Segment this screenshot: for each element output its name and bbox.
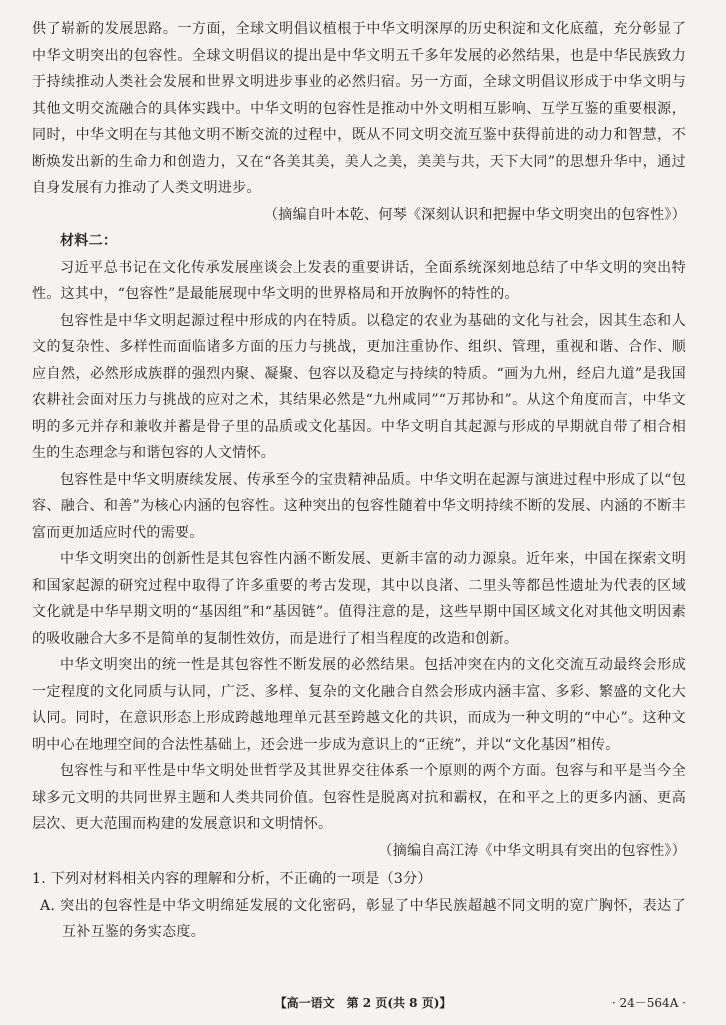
material-two-paragraph: 习近平总书记在文化传承发展座谈会上发表的重要讲话，全面系统深刻地总结了中华文明的突出特性。这其中，“包容性”是最能展现中华文明的世界格局和开放胸怀的特性的。 bbox=[32, 259, 686, 302]
footer-exam-code: · 24－564A · bbox=[611, 996, 686, 1010]
question-stem: 1. 下列对材料相关内容的理解和分析，不正确的一项是（3分） bbox=[32, 871, 432, 887]
material-two-paragraph: 中华文明突出的创新性是其包容性内涵不断发展、更新丰富的动力源泉。近年来，中国在探索文明和国家起源的研究过程中取得了许多重要的考古发现，其中以良渚、二里头等都邑性遗址为代表的区域文化就是中华早期文明的“基因组”和“基因链”。值得注意的是，这些早期中国区域文化对其他文明因素的吸收融合大多不是简单的复制性效仿，而是进行了相当程度的改造和创新。 bbox=[32, 551, 686, 647]
material-one-paragraph: 供了崭新的发展思路。一方面，全球文明倡议植根于中华文明深厚的历史积淀和文化底蕴，充分彰显了中华文明突出的包容性。全球文明倡议的提出是中华文明五千多年发展的必然结果，也是中华民族致力于持续推动人类社会发展和世界文明进步事业的必然归宿。另一方面，全球文明倡议形成于中华文明与其他文明交流融合的具体实践中。中华文明的包容性是推动中外文明相互影响、互学互鉴的重要根源，同时，中华文明在与其他文明不断交流的过程中，既从不同文明交流互鉴中获得前进的动力和智慧，不断焕发出新的生命力和创造力，又在“各美其美，美人之美，美美与共，天下大同”的思想升华中，通过自身发展有力推动了人类文明进步。 bbox=[32, 21, 686, 196]
material-two-paragraph: 包容性是中华文明赓续发展、传承至今的宝贵精神品质。中华文明在起源与演进过程中形成了以“包容、融合、和善”为核心内涵的包容性。这种突出的包容性随着中华文明持续不断的发展、内涵的不断丰富而更加适应时代的需要。 bbox=[32, 471, 686, 541]
footer-page-info: 【高一语文 第 2 页(共 8 页)】 bbox=[274, 996, 452, 1010]
material-one-source: （摘编自叶本乾、何琴《深刻认识和把握中华文明突出的包容性》） bbox=[264, 206, 686, 223]
material-two-paragraph: 包容性是中华文明起源过程中形成的内在特质。以稳定的农业为基础的文化与社会，因其生态和人文的复杂性、多样性而面临诸多方面的压力与挑战，更加注重协作、组织、管理，重视和谐、合作、顺应自然，必然形成族群的强烈内聚、凝聚、包容以及稳定与持续的特质。“画为九州，经启九道”是我国农耕社会面对压力与挑战的应对之术，其结果必然是“九州咸同”“万邦协和”。从这个角度而言，中华文明的多元并存和兼收并蓄是骨子里的品质或文化基因。中华文明自其起源与形成的早期就自带了相合相生的生态理念与和谐包容的人文情怀。 bbox=[32, 312, 686, 461]
material-two-paragraph: 中华文明突出的统一性是其包容性不断发展的必然结果。包括冲突在内的文化交流互动最终会形成一定程度的文化同质与认同，广泛、多样、复杂的文化融合自然会形成内涵丰富、多彩、繁盛的文化大认同。同时，在意识形态上形成跨越地理单元甚至跨越文化的共识，而成为一种文明的“中心”。这种文明中心在地理空间的合法性基础上，还会进一步成为意识上的“正统”，并以“文化基因”相传。 bbox=[32, 657, 686, 753]
material-two-paragraph: 包容性与和平性是中华文明处世哲学及其世界交往体系一个原则的两个方面。包容与和平是当今全球多元文明的共同世界主题和人类共同价值。包容性是脱离对抗和霸权，在和平之上的更多内涵、更高层次、更大范围而构建的发展意识和文明情怀。 bbox=[32, 763, 686, 832]
material-two-source: （摘编自高江涛《中华文明具有突出的包容性》） bbox=[378, 842, 686, 859]
material-two-heading: 材料二： bbox=[60, 233, 118, 249]
question-option-a: A. 突出的包容性是中华文明绵延发展的文化密码，彰显了中华民族超越不同文明的宽广胸怀，表达了互补互鉴的务实态度。 bbox=[40, 897, 686, 940]
